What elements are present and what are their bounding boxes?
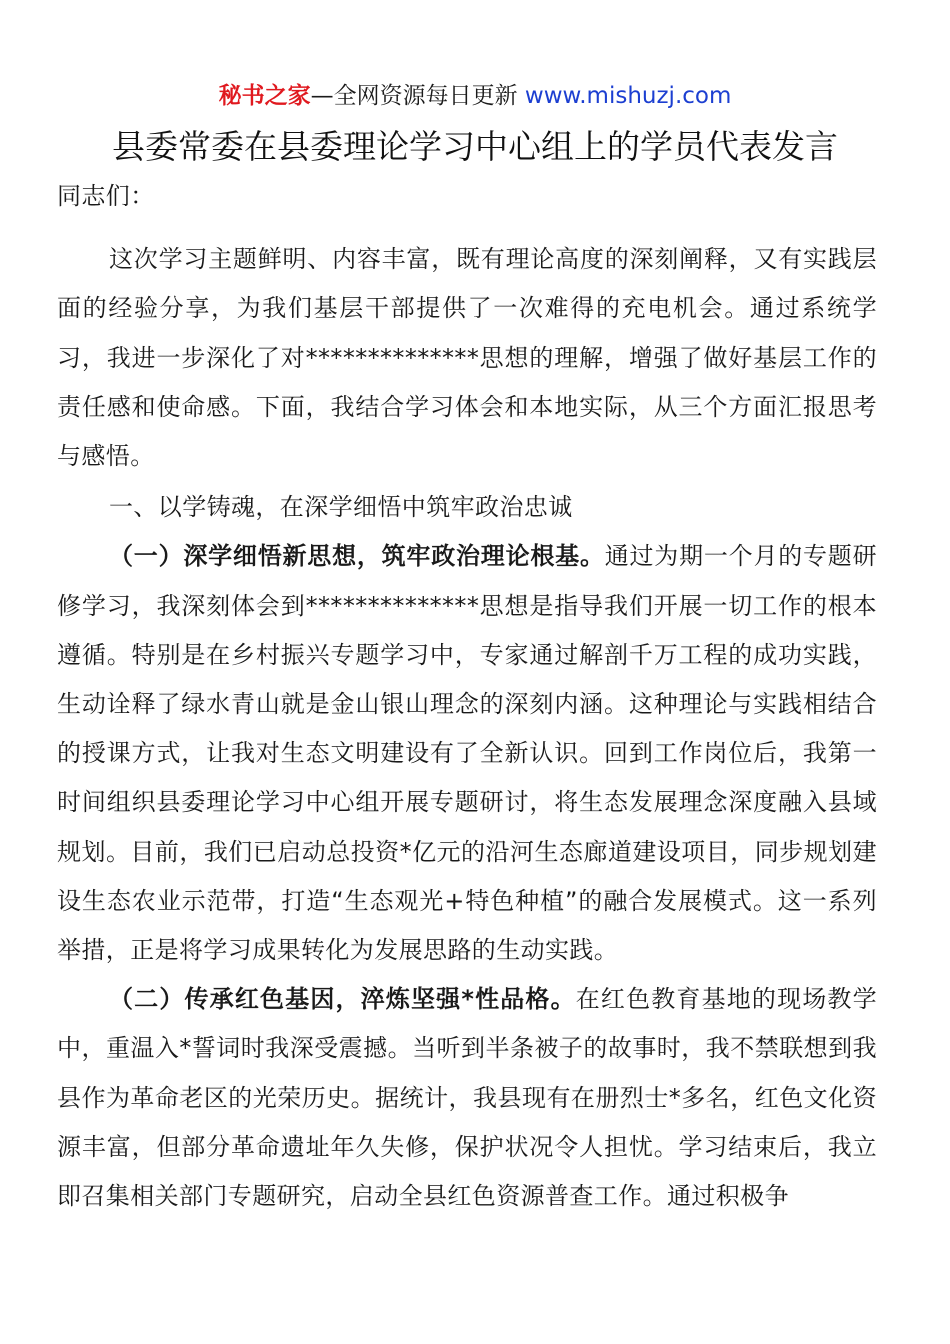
salutation: 同志们： bbox=[57, 182, 155, 210]
document-body bbox=[57, 172, 877, 1221]
site-url[interactable]: www.mishuzj.com bbox=[524, 83, 732, 109]
subsection-paragraph-2 bbox=[57, 975, 877, 1221]
subsection-heading-1: （一）深学细悟新思想，筑牢政治理论根基。 bbox=[109, 542, 605, 571]
site-tagline: —全网资源每日更新 bbox=[310, 83, 525, 109]
site-header bbox=[0, 80, 950, 112]
intro-text: 这次学习主题鲜明、内容丰富，既有理论高度的深刻阐释，又有实践层面的经验分享，为我们基层干部提供了一次难得的充电机会。通过系统学习，我进一步深化了对**************思想的理解，增强了做好基层工作的责任感和使命感。下面，我结合学习体会和本地实际，从三个方面汇报思考与感悟。 bbox=[57, 245, 877, 471]
subsection-heading-2: （二）传承红色基因，淬炼坚强*性品格。 bbox=[109, 985, 576, 1014]
section-heading-1 bbox=[57, 483, 877, 532]
subsection-text-2: 在红色教育基地的现场教学中，重温入*誓词时我深受震撼。当听到半条被子的故事时，我不禁联想到我县作为革命老区的光荣历史。据统计，我县现有在册烈士*多名，红色文化资源丰富，但部分革命遗址年久失修，保护状况令人担忧。学习结束后，我立即召集相关部门专题研究，启动全县红色资源普查工作。通过积极争 bbox=[57, 985, 877, 1211]
document-title: 县委常委在县委理论学习中心组上的学员代表发言 bbox=[112, 127, 838, 166]
subsection-paragraph-1 bbox=[57, 532, 877, 975]
section-heading-1-text: 一、以学铸魂，在深学细悟中筑牢政治忠诚 bbox=[109, 493, 573, 522]
subsection-text-1: 通过为期一个月的专题研修学习，我深刻体会到**************思想是指导我们开展一切工作的根本遵循。特别是在乡村振兴专题学习中，专家通过解剖千万工程的成功实践，生动诠释了绿水青山就是金山银山理念的深刻内涵。这种理论与实践相结合的授课方式，让我对生态文明建设有了全新认识。回到工作岗位后，我第一时间组织县委理论学习中心组开展专题研讨，将生态发展理念深度融入县域规划。目前，我们已启动总投资*亿元的沿河生态廊道建设项目，同步规划建设生态农业示范带，打造“生态观光+特色种植”的融合发展模式。这一系列举措，正是将学习成果转化为发展思路的生动实践。 bbox=[57, 542, 877, 965]
intro-paragraph bbox=[57, 235, 877, 481]
site-brand: 秘书之家 bbox=[218, 83, 311, 109]
